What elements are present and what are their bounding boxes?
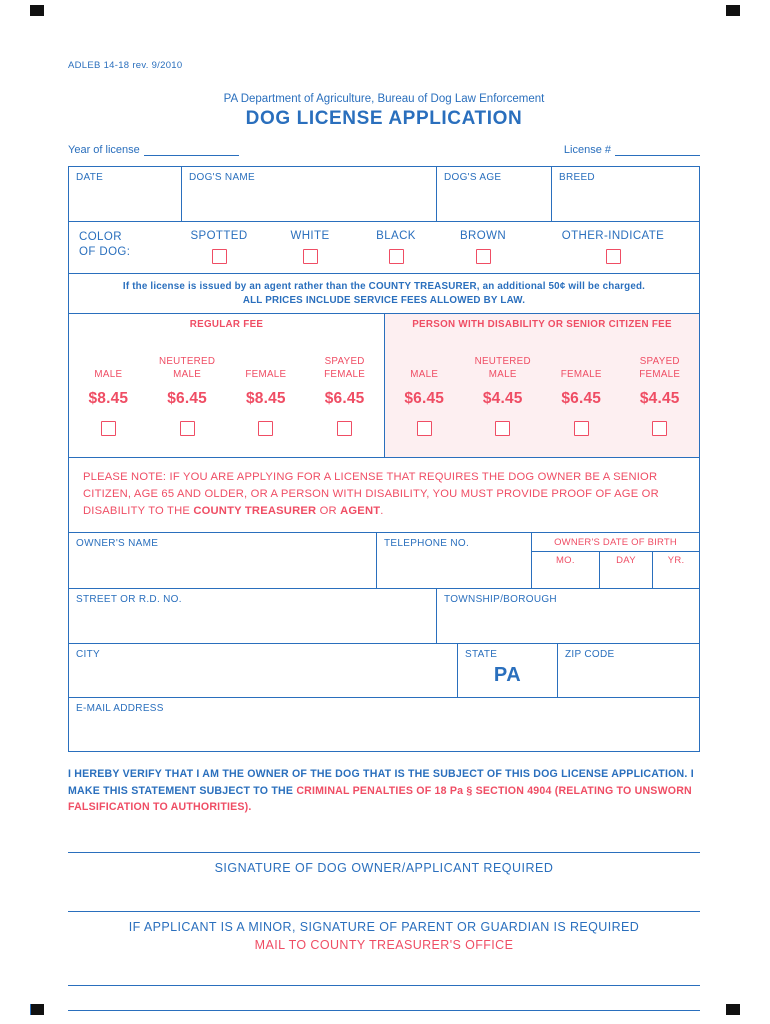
fee-regular-female-checkbox[interactable]	[258, 421, 273, 436]
fee-regular-female	[227, 335, 306, 457]
email-field[interactable]	[69, 698, 699, 751]
disability-fee-header: PERSON WITH DISABILITY OR SENIOR CITIZEN FEE	[384, 314, 699, 335]
state-value: PA	[493, 664, 522, 686]
city-row	[69, 643, 699, 697]
please-note-text: OR	[316, 505, 341, 517]
verification-blue-text: I HEREBY VERIFY THAT I AM THE OWNER OF THE DOG THAT IS THE SUBJECT OF THIS DOG LICENSE APPLICATION. I MAKE THIS STATEMENT SUBJECT TO THE	[68, 768, 694, 797]
fee-regular-neutered-male-checkbox[interactable]	[180, 421, 195, 436]
date-of-birth-label: OWNER'S DATE OF BIRTH	[532, 533, 699, 552]
fee-label-line2: MALE	[488, 369, 517, 380]
fee-label-line2: FEMALE	[324, 369, 366, 380]
brown-label: BROWN	[459, 230, 507, 242]
fee-label-line1: NEUTERED	[474, 356, 531, 367]
disability-fee-panel	[384, 335, 699, 457]
fee-regular-male-checkbox[interactable]	[101, 421, 116, 436]
county-treasurer-emphasis: COUNTY TREASURER	[193, 505, 317, 517]
fee-disability-spayed-female-checkbox[interactable]	[652, 421, 667, 436]
color-option-black	[353, 222, 439, 264]
dob-year-label: YR.	[667, 555, 685, 566]
street-label: STREET OR R.D. NO.	[76, 594, 182, 605]
dogs-age-field[interactable]	[436, 167, 551, 221]
dob-year-field[interactable]	[652, 552, 699, 588]
fee-price: $4.45	[482, 390, 523, 407]
crop-mark	[30, 1004, 44, 1015]
guardian-signature-line[interactable]	[68, 911, 700, 912]
license-number-group	[564, 144, 700, 156]
street-row	[69, 588, 699, 643]
fee-disability-male-checkbox[interactable]	[417, 421, 432, 436]
breed-label: BREED	[559, 172, 595, 183]
fee-disability-female-checkbox[interactable]	[574, 421, 589, 436]
please-note	[69, 457, 699, 532]
fee-label	[94, 353, 122, 381]
dogs-age-label: DOG'S AGE	[444, 172, 502, 183]
agent-note-line1: If the license is issued by an agent rather than the COUNTY TREASURER, an additional 50¢ will be charged.	[122, 281, 646, 292]
license-number-label: License #	[563, 144, 611, 156]
white-checkbox[interactable]	[303, 249, 318, 264]
fee-label-line2: MALE	[173, 369, 202, 380]
date-of-birth-field	[531, 533, 699, 588]
fee-label-line2: MALE	[94, 369, 123, 380]
dob-month-field[interactable]	[532, 552, 599, 588]
dob-month-label: MO.	[555, 555, 575, 566]
fee-label	[639, 353, 680, 381]
owner-signature-label: SIGNATURE OF DOG OWNER/APPLICANT REQUIRED	[214, 860, 554, 875]
other-checkbox[interactable]	[606, 249, 621, 264]
owners-name-field[interactable]	[69, 533, 376, 588]
city-field[interactable]	[69, 644, 457, 697]
form-code: ADLEB 14-18 rev. 9/2010	[68, 60, 183, 71]
fee-disability-female	[542, 335, 621, 457]
color-of-dog-label	[69, 222, 171, 260]
please-note-text: .	[380, 505, 384, 517]
regular-fee-header: REGULAR FEE	[189, 319, 264, 330]
crop-mark	[726, 5, 740, 16]
breed-field[interactable]	[551, 167, 699, 221]
fee-price: $4.45	[639, 390, 680, 407]
spotted-checkbox[interactable]	[212, 249, 227, 264]
fee-label	[410, 353, 438, 381]
fee-regular-spayed-female	[305, 335, 384, 457]
dob-day-field[interactable]	[599, 552, 652, 588]
spotted-label: SPOTTED	[190, 230, 248, 242]
fee-disability-neutered-male-checkbox[interactable]	[495, 421, 510, 436]
email-row	[69, 697, 699, 751]
zip-code-label: ZIP CODE	[565, 649, 615, 660]
other-indicate-label: OTHER-INDICATE	[561, 230, 665, 242]
fee-label-line2: FEMALE	[560, 369, 602, 380]
color-option-spotted	[171, 222, 267, 264]
fee-price: $6.45	[324, 390, 365, 407]
year-of-license-group	[68, 144, 239, 156]
color-label-line2: OF DOG:	[79, 246, 131, 258]
fee-regular-male	[69, 335, 148, 457]
fee-body-row	[69, 335, 699, 457]
telephone-label: TELEPHONE NO.	[384, 538, 470, 549]
email-label: E-MAIL ADDRESS	[76, 703, 164, 714]
dogs-name-field[interactable]	[181, 167, 436, 221]
top-fill-row	[68, 144, 700, 156]
please-note-text: PLEASE NOTE: IF YOU ARE APPLYING FOR A LICENSE THAT REQUIRES THE DOG OWNER BE A SENIOR CITIZEN, AGE 65 AND OLDER, OR A PERSON WITH DISABILITY, YOU MUST PROVIDE PROOF OF AGE OR DISABILITY TO THE	[83, 471, 659, 517]
year-of-license-label: Year of license	[68, 144, 140, 156]
telephone-field[interactable]	[376, 533, 531, 588]
dob-day-label: DAY	[616, 555, 636, 566]
fee-price: $8.45	[245, 390, 286, 407]
fee-label-line2: MALE	[410, 369, 439, 380]
license-number-input[interactable]	[615, 144, 700, 156]
year-of-license-input[interactable]	[144, 144, 239, 156]
fee-price: $6.45	[167, 390, 208, 407]
fee-header-row	[69, 313, 699, 335]
verification-statement	[68, 766, 700, 816]
state-label: STATE	[465, 649, 498, 660]
fee-regular-neutered-male	[148, 335, 227, 457]
dogs-name-label: DOG'S NAME	[189, 172, 256, 183]
white-label: WHITE	[290, 230, 330, 242]
agent-note-line2: ALL PRICES INCLUDE SERVICE FEES ALLOWED BY LAW.	[242, 295, 526, 306]
fee-label-line1: SPAYED	[324, 356, 365, 367]
fee-label-line2: FEMALE	[245, 369, 287, 380]
form-body	[68, 60, 700, 952]
agent-note-row	[69, 273, 699, 313]
color-label-line1: COLOR	[79, 231, 122, 243]
fee-price: $6.45	[561, 390, 602, 407]
color-option-brown	[439, 222, 527, 264]
fee-label-line1: NEUTERED	[158, 356, 216, 367]
dog-info-row	[69, 167, 699, 221]
fee-label	[561, 353, 602, 381]
city-label: CITY	[76, 649, 100, 660]
fee-label	[245, 353, 286, 381]
date-label: DATE	[76, 172, 104, 183]
crop-mark	[30, 5, 44, 16]
street-field[interactable]	[69, 589, 436, 643]
minor-signature-note: IF APPLICANT IS A MINOR, SIGNATURE OF PARENT OR GUARDIAN IS REQUIRED	[128, 919, 640, 934]
bottom-rule	[68, 985, 700, 986]
fee-disability-male	[385, 335, 464, 457]
color-option-other	[527, 222, 699, 264]
black-label: BLACK	[376, 230, 416, 242]
township-label: TOWNSHIP/BOROUGH	[444, 594, 557, 605]
bottom-rule	[68, 1010, 700, 1011]
fee-price: $6.45	[404, 390, 445, 407]
owners-name-label: OWNER'S NAME	[76, 538, 159, 549]
black-checkbox[interactable]	[389, 249, 404, 264]
fee-label	[159, 353, 215, 381]
brown-checkbox[interactable]	[476, 249, 491, 264]
agency-line: PA Department of Agriculture, Bureau of Dog Law Enforcement	[223, 93, 545, 105]
fee-label-line1: SPAYED	[639, 356, 680, 367]
fee-disability-spayed-female	[621, 335, 700, 457]
fee-label	[324, 353, 365, 381]
fee-label	[475, 353, 531, 381]
owner-row	[69, 532, 699, 588]
fee-price: $8.45	[88, 390, 129, 407]
owner-signature-line[interactable]	[68, 852, 700, 853]
verification-red-text: CRIMINAL PENALTIES OF 18 Pa § SECTION 4904 (RELATING TO UNSWORN FALSIFICATION TO AUTHORITIES).	[68, 784, 692, 813]
color-of-dog-row	[69, 221, 699, 273]
fee-regular-spayed-female-checkbox[interactable]	[337, 421, 352, 436]
date-field[interactable]	[69, 167, 181, 221]
form-title: DOG LICENSE APPLICATION	[245, 108, 523, 129]
township-field[interactable]	[436, 589, 699, 643]
date-of-birth-columns	[532, 552, 699, 588]
agent-emphasis: AGENT	[340, 505, 381, 517]
fee-label-line2: FEMALE	[639, 369, 681, 380]
mail-instruction: MAIL TO COUNTY TREASURER'S OFFICE	[254, 937, 514, 952]
crop-mark	[726, 1004, 740, 1015]
color-option-white	[267, 222, 353, 264]
zip-code-field[interactable]	[557, 644, 699, 697]
regular-fee-panel	[69, 335, 384, 457]
fee-disability-neutered-male	[464, 335, 543, 457]
state-field	[457, 644, 557, 697]
application-table	[68, 166, 700, 752]
